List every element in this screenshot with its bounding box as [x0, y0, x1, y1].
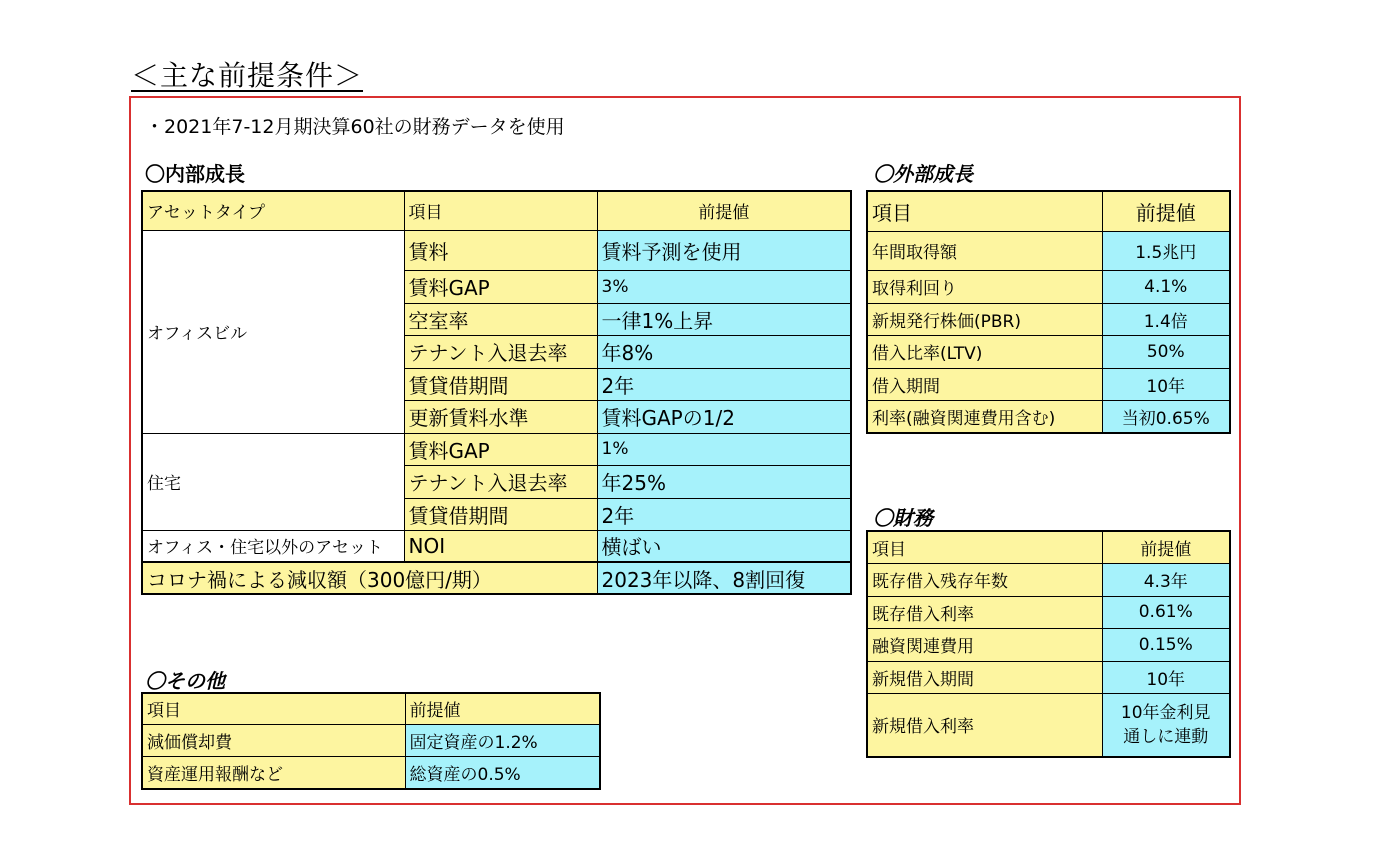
other-item: 資産運用報酬など [142, 756, 405, 789]
other-title: 〇その他 [145, 669, 225, 693]
office-item: 賃料GAP [404, 270, 597, 303]
office-value: 2年 [597, 368, 851, 400]
other-table [141, 692, 601, 790]
office-value: 賃料GAPの1/2 [597, 400, 851, 433]
corona-impact-label: コロナ禍による減収額（300億円/期） [142, 562, 597, 594]
header-value: 前提値 [1102, 531, 1230, 563]
internal-growth-title: 〇内部成長 [145, 162, 245, 186]
external-item: 新規発行株価(PBR) [867, 303, 1102, 335]
office-item: 賃貸借期間 [404, 368, 597, 400]
external-item: 借入比率(LTV) [867, 335, 1102, 368]
office-value: 3% [597, 270, 851, 303]
external-value: 1.5兆円 [1102, 231, 1230, 270]
header-item: 項目 [142, 693, 405, 724]
office-value: 賃料予測を使用 [597, 230, 851, 270]
header-value: 前提値 [1102, 191, 1230, 231]
office-item: 更新賃料水準 [404, 400, 597, 433]
corona-impact-value: 2023年以降、8割回復 [597, 562, 851, 594]
external-item: 取得利回り [867, 270, 1102, 303]
external-growth-table [866, 190, 1231, 434]
finance-item: 新規借入利率 [867, 693, 1102, 757]
residential-value: 年25% [597, 465, 851, 498]
finance-value: 0.15% [1102, 628, 1230, 661]
header-asset-type: アセットタイプ [142, 191, 404, 230]
header-value: 前提値 [405, 693, 600, 724]
asset-type-residential: 住宅 [142, 433, 404, 530]
finance-value: 4.3年 [1102, 563, 1230, 596]
office-value: 一律1%上昇 [597, 303, 851, 335]
finance-item: 新規借入期間 [867, 661, 1102, 693]
other-item: 減価償却費 [142, 724, 405, 756]
external-value: 当初0.65% [1102, 400, 1230, 433]
finance-value: 10年金利見通しに連動 [1102, 693, 1230, 757]
external-growth-title: 〇外部成長 [873, 162, 973, 186]
residential-item: 賃料GAP [404, 433, 597, 465]
finance-value: 10年 [1102, 661, 1230, 693]
finance-table [866, 530, 1231, 758]
external-value: 4.1% [1102, 270, 1230, 303]
office-item: 賃料 [404, 230, 597, 270]
finance-title: 〇財務 [873, 506, 933, 530]
header-value: 前提値 [597, 191, 851, 230]
office-item: テナント入退去率 [404, 335, 597, 368]
residential-value: 2年 [597, 498, 851, 530]
external-value: 50% [1102, 335, 1230, 368]
other-value: 固定資産の1.2% [405, 724, 600, 756]
other-asset-item: NOI [404, 530, 597, 562]
office-value: 年8% [597, 335, 851, 368]
finance-item: 既存借入残存年数 [867, 563, 1102, 596]
external-value: 1.4倍 [1102, 303, 1230, 335]
data-source-note: ・2021年7-12月期決算60社の財務データを使用 [145, 116, 565, 138]
external-item: 利率(融資関連費用含む) [867, 400, 1102, 433]
finance-item: 融資関連費用 [867, 628, 1102, 661]
internal-growth-table [141, 190, 852, 595]
page-title: ＜主な前提条件＞ [131, 59, 364, 92]
header-item: 項目 [404, 191, 597, 230]
external-item: 年間取得額 [867, 231, 1102, 270]
other-asset-value: 横ばい [597, 530, 851, 562]
header-item: 項目 [867, 191, 1102, 231]
residential-value: 1% [597, 433, 851, 465]
external-value: 10年 [1102, 368, 1230, 400]
asset-type-other: オフィス・住宅以外のアセット [142, 530, 404, 562]
finance-value: 0.61% [1102, 596, 1230, 628]
other-value: 総資産の0.5% [405, 756, 600, 789]
residential-item: テナント入退去率 [404, 465, 597, 498]
asset-type-office: オフィスビル [142, 230, 404, 433]
office-item: 空室率 [404, 303, 597, 335]
header-item: 項目 [867, 531, 1102, 563]
residential-item: 賃貸借期間 [404, 498, 597, 530]
external-item: 借入期間 [867, 368, 1102, 400]
finance-item: 既存借入利率 [867, 596, 1102, 628]
